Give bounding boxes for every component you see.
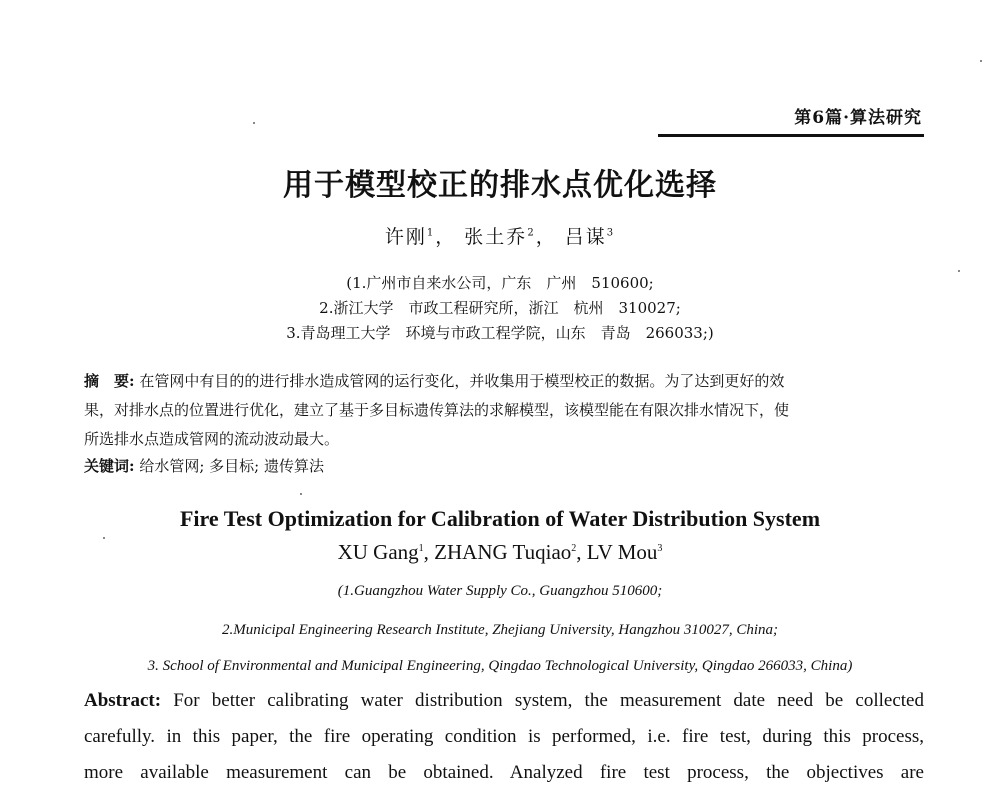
running-header: 第6篇·算法研究 xyxy=(794,108,922,128)
scan-speck xyxy=(958,270,960,272)
abstract-en xyxy=(84,690,924,790)
abstract-cn xyxy=(84,370,924,480)
author-en: LV Mou xyxy=(586,540,658,564)
author-separator: , xyxy=(576,540,587,564)
affiliation-en: (1.Guangzhou Water Supply Co., Guangzhou 510600; xyxy=(337,583,663,599)
keywords-cn-label: 关键词: xyxy=(84,457,135,475)
author-sup: 2 xyxy=(527,227,536,239)
authors-en xyxy=(0,540,1000,565)
abstract-en-line xyxy=(84,690,924,712)
scan-speck xyxy=(300,493,302,495)
author-cn: 张土乔 xyxy=(464,226,528,248)
author-en: ZHANG Tuqiao xyxy=(434,540,572,564)
affiliation-cn: 3.青岛理工大学 环境与市政工程学院，山东 青岛 266033;) xyxy=(286,324,714,342)
affiliation-cn: (1.广州市自来水公司，广东 广州 510600; xyxy=(346,274,654,292)
affiliation-en: 3. School of Environmental and Municipal Engineering, Qingdao Technological University, Qingdao 266033, China) xyxy=(147,658,853,674)
author-sup: 2 xyxy=(571,543,577,554)
abstract-en-line: more available measurement can be obtained. Analyzed fire test process, the objectives are xyxy=(84,762,924,783)
title-cn: 用于模型校正的排水点优化选择 xyxy=(283,168,717,203)
header-rule xyxy=(658,134,924,137)
author-separator: , xyxy=(423,540,435,564)
author-sup: 3 xyxy=(657,543,663,554)
abstract-cn-line: 所选排水点造成管网的流动波动最大。 xyxy=(84,430,340,448)
abstract-en-line: carefully. in this paper, the fire operating condition is performed, i.e. fire test, during this process, xyxy=(84,726,924,747)
abstract-en-label: Abstract: xyxy=(84,690,162,711)
keywords-cn-text: 给水管网; 多目标; 遗传算法 xyxy=(139,457,324,475)
keywords-cn xyxy=(84,455,324,476)
abstract-cn-line xyxy=(84,370,784,391)
author-en: XU Gang xyxy=(337,540,419,564)
abstract-cn-line: 果，对排水点的位置进行优化，建立了基于多目标遗传算法的求解模型，该模型能在有限次排水情况下，使 xyxy=(84,401,790,419)
author-cn: 许刚 xyxy=(384,226,427,248)
scan-speck xyxy=(253,122,255,124)
author-cn: 吕谋 xyxy=(564,226,607,248)
author-sup: 3 xyxy=(606,227,616,239)
affiliation-en: 2.Municipal Engineering Research Institute, Zhejiang University, Hangzhou 310027, China; xyxy=(221,622,779,638)
affiliation-cn: 2.浙江大学 市政工程研究所，浙江 杭州 310027; xyxy=(319,299,681,317)
scan-speck xyxy=(103,537,105,539)
authors-cn: 许刚$^1$， 张土乔$^2$， 吕谋$^3$ xyxy=(384,226,616,248)
author-sup: 1 xyxy=(418,543,424,554)
abstract-cn-text: 在管网中有目的的进行排水造成管网的运行变化，并收集用于模型校正的数据。为了达到更好的效 xyxy=(139,372,785,390)
scan-speck xyxy=(980,60,982,62)
abstract-en-text: For better calibrating water distribution system, the measurement date need be collected xyxy=(173,690,924,711)
author-sup: 1 xyxy=(426,227,436,239)
title-en: Fire Test Optimization for Calibration of Water Distribution System xyxy=(179,506,821,531)
abstract-cn-label: 摘 要: xyxy=(84,372,135,390)
